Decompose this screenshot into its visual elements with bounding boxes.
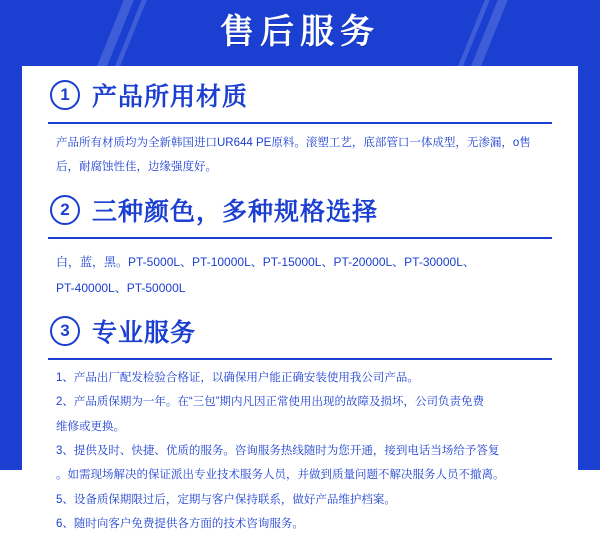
content-area (22, 66, 578, 531)
section-header (22, 74, 578, 116)
header-banner (0, 0, 600, 66)
section-product-material (22, 74, 578, 179)
body-line: 6、随时向客户免费提供各方面的技术咨询服务。 (56, 518, 304, 531)
body-line: PT-40000L、PT-50000L (56, 280, 186, 295)
section-number-badge: 3 (50, 316, 80, 346)
body-line: 后，耐腐蚀性佳，边缘强度好。 (56, 160, 217, 173)
section-number-badge: 1 (50, 80, 80, 110)
section-colors-specs (22, 189, 578, 300)
left-blue-bar (0, 0, 22, 470)
section-number-badge: 2 (50, 195, 80, 225)
section-body (22, 239, 578, 300)
page-title: 售后服务 (220, 13, 380, 51)
body-line: 。如需现场解决的保证派出专业技术服务人员，并做到质量问题不解决服务人员不撤离。 (56, 469, 505, 482)
header-inner (0, 0, 600, 66)
body-line: 5、设备质保期限过后，定期与客户保持联系，做好产品维护档案。 (56, 493, 396, 506)
body-line: 2、产品质保期为一年。在“三包”期内凡因正常使用出现的故障及损坏，公司负责免费 (56, 396, 485, 409)
section-body (22, 124, 578, 179)
body-line: 产品所有材质均为全新韩国进口UR644 PE原料。滚塑工艺，底部管口一体成型，无渗漏，o售 (56, 137, 531, 149)
section-title: 专业服务 (92, 318, 197, 347)
section-professional-service (22, 310, 578, 536)
section-header (22, 310, 578, 352)
right-blue-bar (578, 0, 600, 470)
section-body (22, 360, 578, 536)
body-line: 1、产品出厂配发检验合格证，以确保用户能正确安装使用我公司产品。 (56, 371, 419, 384)
section-title: 三种颜色，多种规格选择 (92, 197, 379, 226)
body-line: 维修或更换。 (56, 420, 125, 433)
body-line: 3、提供及时、快捷、优质的服务。咨询服务热线随时为您开通，接到电话当场给予答复 (56, 444, 500, 457)
section-header (22, 189, 578, 231)
body-line: 白，蓝，黑。PT-5000L、PT-10000L、PT-15000L、PT-20000L、PT-30000L、 (56, 254, 475, 269)
section-title: 产品所用材质 (92, 83, 249, 111)
